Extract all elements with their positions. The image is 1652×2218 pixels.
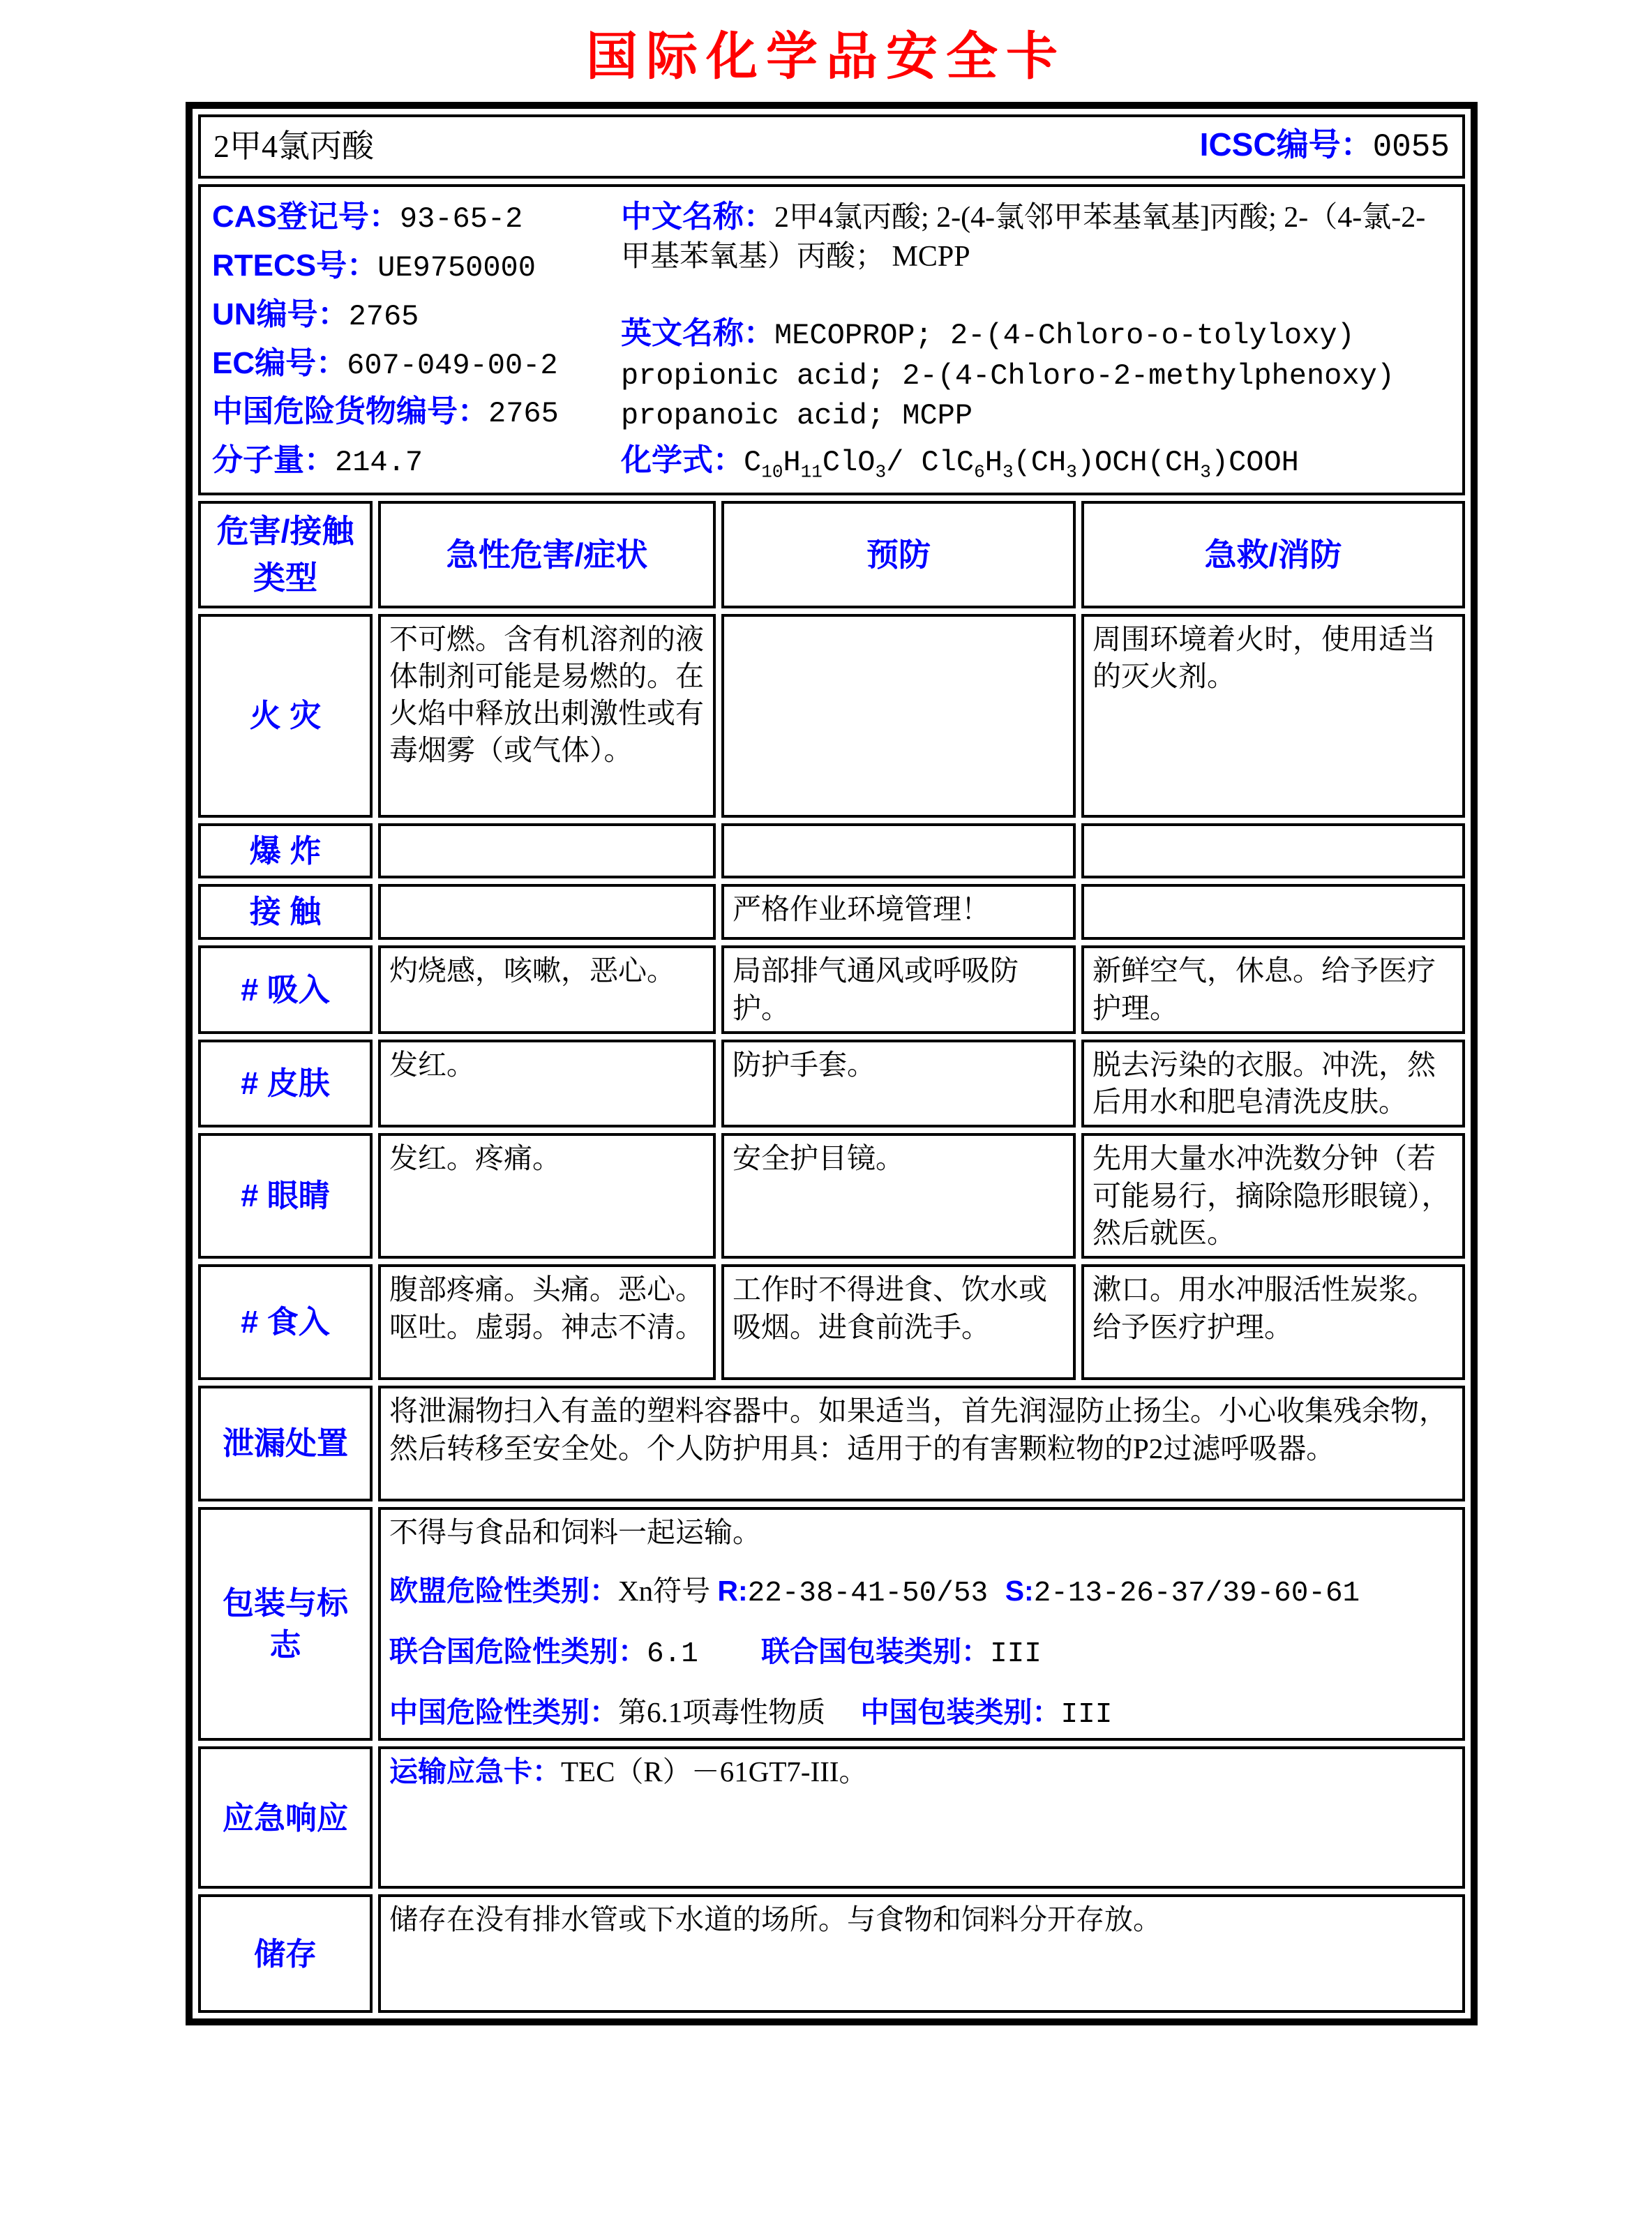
hazard-type-label: # 食入 bbox=[198, 1264, 373, 1380]
icsc-number-value: 0055 bbox=[1372, 129, 1450, 166]
packaging-text bbox=[378, 1507, 1465, 1741]
section-row-emergency bbox=[198, 1746, 1465, 1889]
ingestion-prevention: 工作时不得进食、饮水或吸烟。进食前洗手。 bbox=[721, 1264, 1076, 1380]
hazard-row-explosion bbox=[198, 823, 1465, 879]
eyes-prevention: 安全护目镜。 bbox=[721, 1133, 1076, 1259]
hazard-row-eyes bbox=[198, 1133, 1465, 1259]
packaging-transport-note: 不得与食品和饲料一起运输。 bbox=[389, 1516, 761, 1549]
hazard-type-label: # 吸入 bbox=[198, 945, 373, 1034]
section-row-storage bbox=[198, 1894, 1465, 2013]
english-name: 英文名称：MECOPROP; 2-(4-Chloro-o-tolyloxy) propionic acid; 2-(4-Chloro-2-methylphenoxy) propanoic acid; MCPP bbox=[621, 315, 1395, 433]
skin-first-aid: 脱去污染的衣服。冲洗，然后用水和肥皂清洗皮肤。 bbox=[1081, 1040, 1465, 1128]
hazard-row-fire bbox=[198, 614, 1465, 818]
packaging-china-classification: 中国危险性类别：第6.1项毒性物质 中国包装类别：III bbox=[389, 1696, 1113, 1732]
eyes-symptoms: 发红。疼痛。 bbox=[378, 1133, 716, 1259]
chinese-name: 中文名称：2甲4氯丙酸; 2-(4-氯邻甲苯基氧基]丙酸; 2-（4-氯-2-甲基苯氧基）丙酸； MCPP bbox=[621, 200, 1426, 273]
emergency-text bbox=[378, 1746, 1465, 1889]
chemical-name: 2甲4氯丙酸 bbox=[213, 128, 374, 165]
ec-number: EC编号：607-049-00-2 bbox=[212, 345, 558, 382]
exposure-prevention: 严格作业环境管理！ bbox=[721, 884, 1076, 940]
transport-emergency-card-value: TEC（R）－61GT7-III。 bbox=[561, 1755, 868, 1788]
card-header-row bbox=[198, 114, 1465, 179]
china-dangerous-goods-number: 中国危险货物编号：2765 bbox=[212, 394, 559, 431]
hazard-row-inhalation bbox=[198, 945, 1465, 1034]
exposure-first-aid bbox=[1081, 884, 1465, 940]
explosion-prevention bbox=[721, 823, 1076, 879]
section-row-spillage bbox=[198, 1386, 1465, 1501]
registry-identifiers bbox=[212, 197, 603, 483]
chemical-formula: 化学式：$C_{10}H_{11}ClO_3/$ $ClC_6H_3(CH_3)OCH(CH_3)COOH$ bbox=[621, 443, 1299, 483]
column-header-first-aid: 急救/消防 bbox=[1081, 501, 1465, 608]
inhalation-first-aid: 新鲜空气，休息。给予医疗护理。 bbox=[1081, 945, 1465, 1034]
identification-cell bbox=[198, 184, 1465, 495]
inhalation-symptoms: 灼烧感，咳嗽，恶心。 bbox=[378, 945, 716, 1034]
hazard-table-header-row bbox=[198, 501, 1465, 608]
storage-text: 储存在没有排水管或下水道的场所。与食物和饲料分开存放。 bbox=[378, 1894, 1465, 2013]
fire-first-aid: 周围环境着火时，使用适当的灭火剂。 bbox=[1081, 614, 1465, 818]
cas-number: CAS登记号：93-65-2 bbox=[212, 200, 523, 236]
explosion-first-aid bbox=[1081, 823, 1465, 879]
icsc-safety-card bbox=[186, 102, 1478, 2025]
section-label-emergency: 应急响应 bbox=[198, 1746, 373, 1889]
hazard-type-label: 爆 炸 bbox=[198, 823, 373, 879]
spillage-text: 将泄漏物扫入有盖的塑料容器中。如果适当，首先润湿防止扬尘。小心收集残余物，然后转移至安全处。个人防护用具：适用于的有害颗粒物的P2过滤呼吸器。 bbox=[378, 1386, 1465, 1501]
column-header-prevention: 预防 bbox=[721, 501, 1076, 608]
fire-symptoms: 不可燃。含有机溶剂的液体制剂可能是易燃的。在火焰中释放出刺激性或有毒烟雾（或气体）。 bbox=[378, 614, 716, 818]
eyes-first-aid: 先用大量水冲洗数分钟（若可能易行，摘除隐形眼镜），然后就医。 bbox=[1081, 1133, 1465, 1259]
icsc-number bbox=[1200, 123, 1450, 169]
fire-prevention bbox=[721, 614, 1076, 818]
hazard-type-label: # 眼睛 bbox=[198, 1133, 373, 1259]
hazard-type-label: # 皮肤 bbox=[198, 1040, 373, 1128]
ingestion-symptoms: 腹部疼痛。头痛。恶心。呕吐。虚弱。神志不清。 bbox=[378, 1264, 716, 1380]
packaging-eu-classification: 欧盟危险性类别：Xn符号 R:22-38-41-50/53 S:2-13-26-37/39-60-61 bbox=[389, 1574, 1360, 1610]
column-header-hazard-type: 危害/接触 类型 bbox=[198, 501, 373, 608]
hazard-row-exposure bbox=[198, 884, 1465, 940]
icsc-number-label: ICSC编号： bbox=[1199, 126, 1373, 163]
hazard-type-label: 火 灾 bbox=[198, 614, 373, 818]
explosion-symptoms bbox=[378, 823, 716, 879]
rtecs-number: RTECS号：UE9750000 bbox=[212, 248, 536, 285]
section-label-packaging: 包装与标志 bbox=[198, 1507, 373, 1741]
identification-row bbox=[198, 184, 1465, 495]
packaging-un-classification: 联合国危险性类别：6.1 联合国包装类别：III bbox=[389, 1635, 1042, 1670]
chemical-names bbox=[621, 197, 1451, 483]
skin-symptoms: 发红。 bbox=[378, 1040, 716, 1128]
un-number: UN编号：2765 bbox=[212, 297, 419, 334]
skin-prevention: 防护手套。 bbox=[721, 1040, 1076, 1128]
exposure-symptoms bbox=[378, 884, 716, 940]
inhalation-prevention: 局部排气通风或呼吸防护。 bbox=[721, 945, 1076, 1034]
section-label-spillage: 泄漏处置 bbox=[198, 1386, 373, 1501]
section-label-storage: 储存 bbox=[198, 1894, 373, 2013]
card-header-cell bbox=[198, 114, 1465, 179]
hazard-row-skin bbox=[198, 1040, 1465, 1128]
hazard-type-label: 接 触 bbox=[198, 884, 373, 940]
ingestion-first-aid: 漱口。用水冲服活性炭浆。给予医疗护理。 bbox=[1081, 1264, 1465, 1380]
column-header-acute-hazards: 急性危害/症状 bbox=[378, 501, 716, 608]
section-row-packaging bbox=[198, 1507, 1465, 1741]
molecular-weight: 分子量：214.7 bbox=[212, 443, 423, 480]
transport-emergency-card-label: 运输应急卡： bbox=[389, 1755, 561, 1788]
page-title: 国际化学品安全卡 bbox=[586, 29, 1066, 86]
hazard-row-ingestion bbox=[198, 1264, 1465, 1380]
